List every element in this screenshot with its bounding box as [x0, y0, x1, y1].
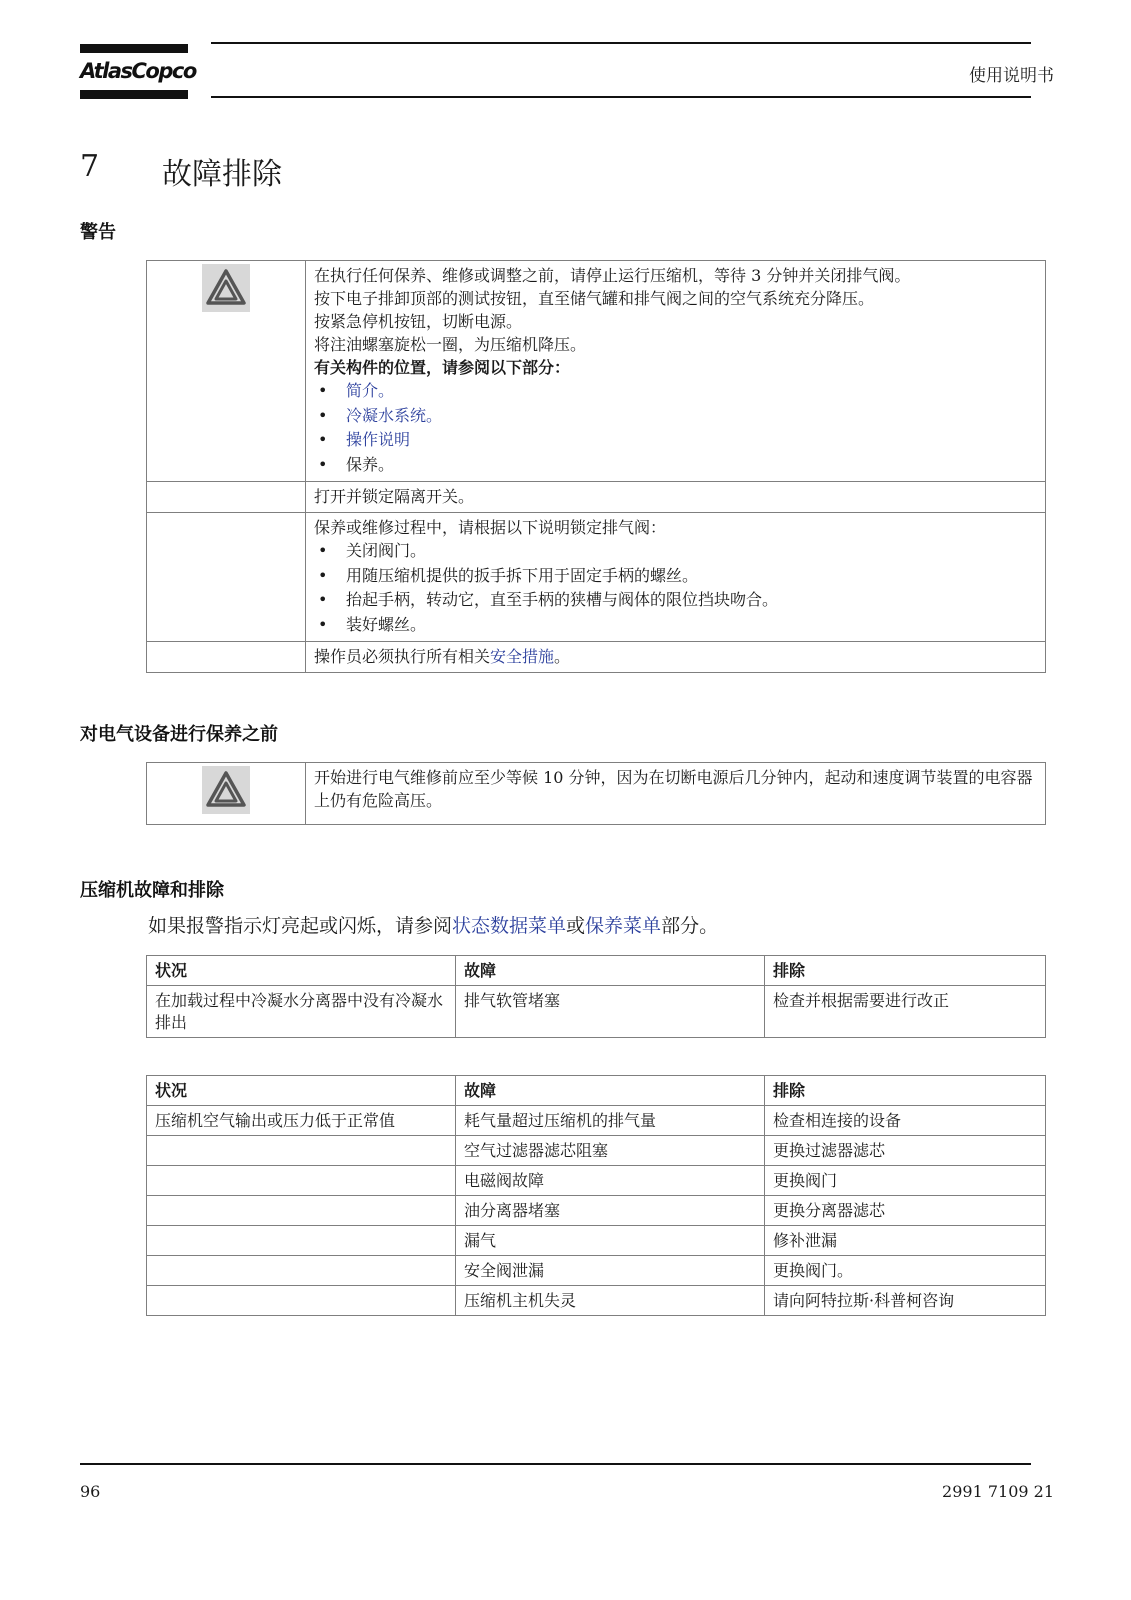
warning-icon-cell	[147, 261, 306, 482]
table-row	[147, 1226, 1046, 1256]
column-header-condition: 状况	[147, 956, 456, 986]
condition-cell	[147, 1286, 456, 1316]
warning-row-safety	[147, 642, 1046, 673]
fault-cell: 电磁阀故障	[456, 1166, 765, 1196]
fault-cell: 压缩机主机失灵	[456, 1286, 765, 1316]
condition-cell	[147, 1166, 456, 1196]
warning-row-isolation	[147, 482, 1046, 513]
warning-triangle-icon	[202, 766, 250, 814]
warning-line: 将注油螺塞旋松一圈，为压缩机降压。	[314, 335, 587, 354]
column-header-fault: 故障	[456, 956, 765, 986]
reference-list	[314, 379, 1037, 477]
electrical-warning-text: 开始进行电气维修前应至少等候 10 分钟，因为在切断电源后几分钟内，起动和速度调节装置的电容器上仍有危险高压。	[306, 763, 1046, 825]
link-condensate-system[interactable]: 冷凝水系统。	[346, 405, 443, 425]
lock-step: • 用随压缩机提供的扳手拆下用于固定手柄的螺丝。	[314, 564, 1037, 589]
electrical-warning-row	[147, 763, 1046, 825]
fault-intro	[148, 911, 718, 938]
isolation-text: 打开并锁定隔离开关。	[306, 482, 1046, 513]
lock-step: • 抬起手柄，转动它，直至手柄的狭槽与阀体的限位挡块吻合。	[314, 588, 1037, 613]
table-row	[147, 1286, 1046, 1316]
lock-step: • 关闭阀门。	[314, 539, 1037, 564]
warning-procedure-text	[306, 261, 1046, 482]
empty-cell	[147, 482, 306, 513]
lock-valve-text	[306, 513, 1046, 642]
header-doc-type: 使用说明书	[969, 66, 1054, 86]
lock-step: • 装好螺丝。	[314, 613, 1037, 638]
table-row	[147, 1136, 1046, 1166]
header-rule-bottom	[211, 96, 1031, 98]
fault-cell: 漏气	[456, 1226, 765, 1256]
reference-item-operation[interactable]	[314, 428, 1037, 453]
fault-intro-part3: 部分。	[661, 915, 719, 937]
warning-row-lock-valve	[147, 513, 1046, 642]
column-header-condition: 状况	[147, 1076, 456, 1106]
link-maintenance-menu[interactable]: 保养菜单	[585, 915, 662, 937]
table-row	[147, 986, 1046, 1038]
reference-maintenance-text: 保养。	[346, 454, 395, 474]
condition-cell	[147, 1256, 456, 1286]
fault-cell: 安全阀泄漏	[456, 1256, 765, 1286]
header-rule-top	[211, 42, 1031, 44]
safety-suffix: 。	[554, 647, 571, 666]
column-header-remedy: 排除	[765, 1076, 1046, 1106]
fault-table-condensate	[146, 955, 1046, 1038]
remedy-cell: 更换分离器滤芯	[765, 1196, 1046, 1226]
link-status-data-menu[interactable]: 状态数据菜单	[452, 915, 567, 937]
remedy-cell: 请向阿特拉斯·科普柯咨询	[765, 1286, 1046, 1316]
link-operation-instructions[interactable]: 操作说明	[346, 430, 411, 449]
remedy-cell: 修补泄漏	[765, 1226, 1046, 1256]
table-row	[147, 1106, 1046, 1136]
atlas-copco-logo: AtlasCopco	[80, 44, 188, 99]
warning-reference-label: 有关构件的位置，请参阅以下部分：	[314, 358, 571, 377]
warning-triangle-icon	[202, 264, 250, 312]
warning-icon-cell	[147, 763, 306, 825]
condition-cell: 压缩机空气输出或压力低于正常值	[147, 1106, 456, 1136]
column-header-fault: 故障	[456, 1076, 765, 1106]
fault-cell: 耗气量超过压缩机的排气量	[456, 1106, 765, 1136]
warning-row-procedure	[147, 261, 1046, 482]
column-header-remedy: 排除	[765, 956, 1046, 986]
remedy-cell: 更换过滤器滤芯	[765, 1136, 1046, 1166]
warning-line: 按紧急停机按钮，切断电源。	[314, 312, 523, 331]
warning-line: 在执行任何保养、维修或调整之前，请停止运行压缩机，等待 3 分钟并关闭排气阀。	[314, 266, 911, 285]
table-row	[147, 1256, 1046, 1286]
fault-intro-part2: 或	[566, 915, 586, 937]
table-header-row	[147, 956, 1046, 986]
warning-heading: 警告	[80, 222, 116, 243]
warning-table	[146, 260, 1046, 673]
safety-prefix: 操作员必须执行所有相关	[314, 647, 491, 666]
fault-cell: 油分离器堵塞	[456, 1196, 765, 1226]
reference-item-intro[interactable]	[314, 379, 1037, 404]
lock-valve-intro: 保养或维修过程中，请根据以下说明锁定排气阀：	[314, 518, 667, 537]
link-intro[interactable]: 简介。	[346, 381, 395, 400]
reference-item-maintenance	[314, 453, 1037, 478]
remedy-cell: 更换阀门	[765, 1166, 1046, 1196]
condition-cell	[147, 1196, 456, 1226]
remedy-cell: 检查相连接的设备	[765, 1106, 1046, 1136]
remedy-cell: 检查并根据需要进行改正	[765, 986, 1046, 1038]
condition-cell: 在加载过程中冷凝水分离器中没有冷凝水排出	[147, 986, 456, 1038]
electrical-warning-table	[146, 762, 1046, 825]
reference-item-condensate[interactable]	[314, 404, 1037, 429]
warning-line: 按下电子排卸顶部的测试按钮，直至储气罐和排气阀之间的空气系统充分降压。	[314, 289, 875, 308]
condition-cell	[147, 1226, 456, 1256]
table-header-row	[147, 1076, 1046, 1106]
table-row	[147, 1196, 1046, 1226]
safety-text	[306, 642, 1046, 673]
fault-table-pressure	[146, 1075, 1046, 1316]
footer-rule	[80, 1463, 1031, 1465]
chapter-title: 故障排除	[162, 157, 282, 192]
lock-valve-steps	[314, 539, 1037, 637]
chapter-number: 7	[80, 149, 100, 184]
fault-cell: 空气过滤器滤芯阻塞	[456, 1136, 765, 1166]
fault-cell: 排气软管堵塞	[456, 986, 765, 1038]
document-number: 2991 7109 21	[942, 1482, 1054, 1501]
remedy-cell: 更换阀门。	[765, 1256, 1046, 1286]
table-row	[147, 1166, 1046, 1196]
empty-cell	[147, 513, 306, 642]
fault-intro-part1: 如果报警指示灯亮起或闪烁，请参阅	[148, 915, 453, 937]
empty-cell	[147, 642, 306, 673]
fault-heading: 压缩机故障和排除	[80, 880, 224, 901]
condition-cell	[147, 1136, 456, 1166]
page-number: 96	[80, 1482, 101, 1501]
link-safety-precautions[interactable]: 安全措施	[490, 647, 555, 666]
electrical-heading: 对电气设备进行保养之前	[80, 724, 278, 745]
